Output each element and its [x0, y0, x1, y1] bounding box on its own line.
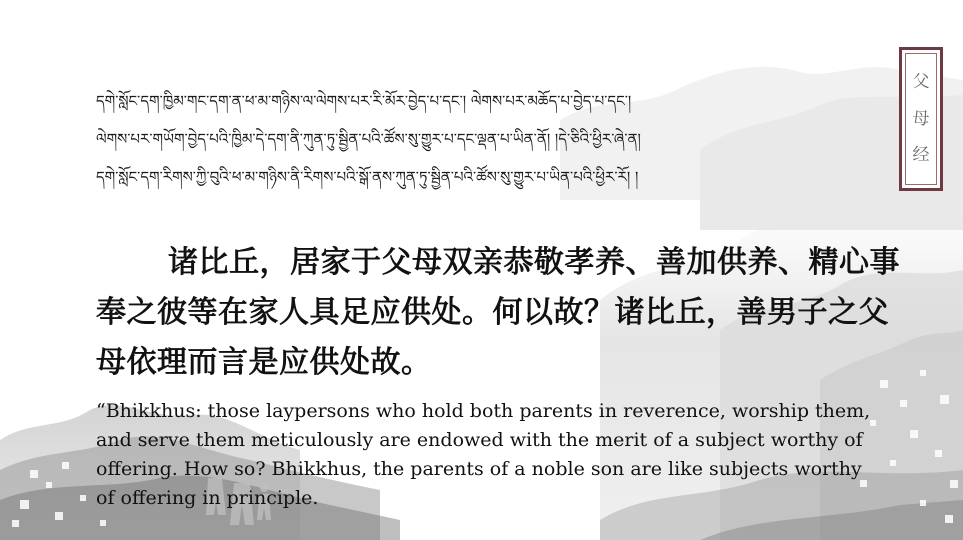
sutra-title-inner-frame [905, 53, 937, 185]
tibetan-line: དགེ་སློང་དག་ཁྱིམ་གང་དག་ན་ཕ་མ་གཉིས་ལ་ལེགས་པར་རི་མོར་བྱེད་པ་དང་། ལེགས་པར་མཆོད་པ་བྱེད་པ་དང་། [96, 92, 632, 110]
sutra-title-char: 父 [912, 71, 930, 92]
sutra-title-char: 母 [912, 108, 930, 129]
tibetan-line: དགེ་སློང་དག་རིགས་ཀྱི་བུའི་ཕ་མ་གཉིས་ནི་རིགས་པའི་སྒོ་ནས་ཀུན་ཏུ་སྦྱིན་པའི་ཚོས་སུ་གྱུར་པ་ཡིན་པའི་ཕྱིར་རོ། ། [96, 168, 639, 186]
english-translation-text: “Bhikkhus: those laypersons who hold both parents in reverence, worship them, and serve them meticulously are endowed with the merit of a subject worthy of offering. How so? Bhikkhus, the parents of a noble son are like subjects worthy of offering in principle. [96, 400, 871, 509]
sutra-title-box [899, 47, 943, 191]
chinese-scripture-text: 诸比丘，居家于父母双亲恭敬孝养、善加供养、精心事奉之彼等在家人具足应供处。何以故？诸比丘，善男子之父母依理而言是应供处故。 [96, 245, 900, 380]
tibetan-line: ལེགས་པར་གཡོག་བྱེད་པའི་ཁྱིམ་དེ་དག་ནི་ཀུན་ཏུ་སྦྱིན་པའི་ཚོས་སུ་གྱུར་པ་དང་ལྡན་པ་ཡིན་ནོ། །དེ་ཅིའི་ཕྱིར་ཞེ་ན། [96, 130, 641, 148]
tibetan-scripture-text [96, 82, 886, 196]
sutra-title-char: 经 [912, 145, 930, 166]
